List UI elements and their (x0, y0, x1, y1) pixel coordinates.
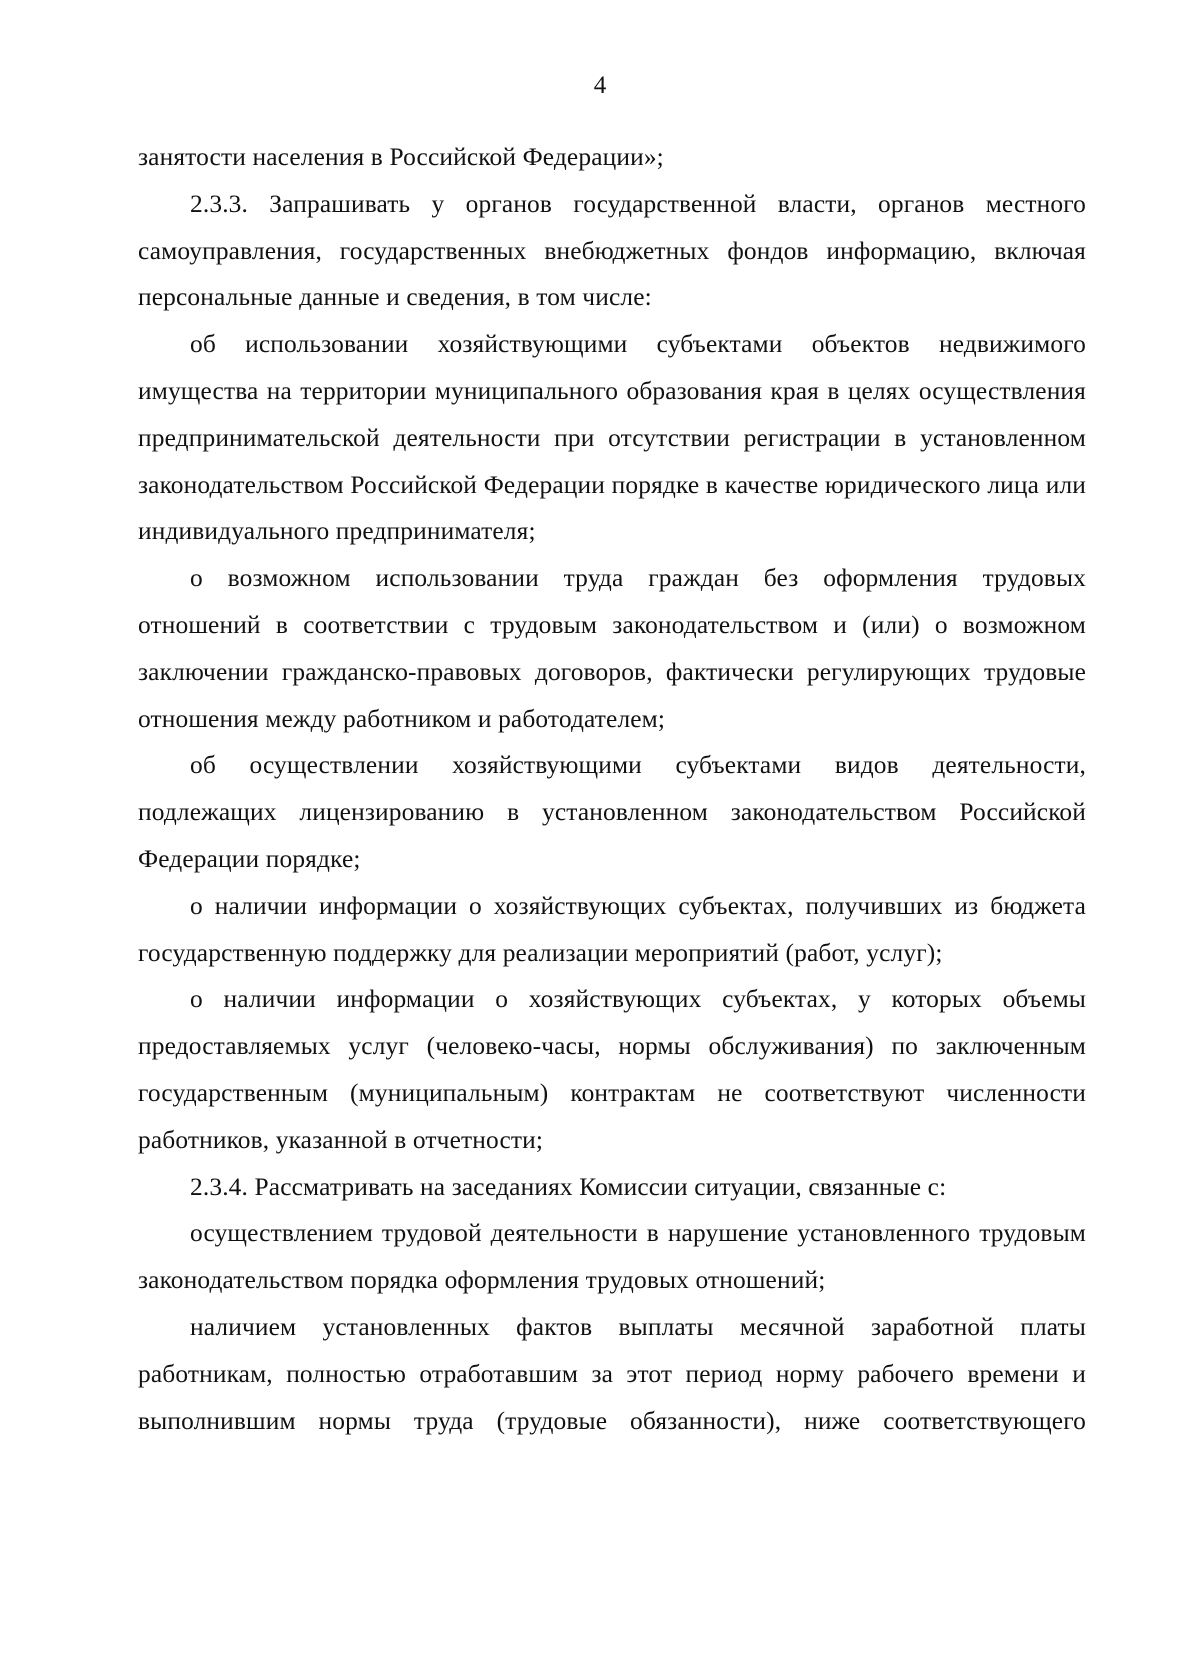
paragraph-clause-2-3-4: 2.3.4. Рассматривать на заседаниях Комиссии ситуации, связанные с: (190, 1172, 947, 1201)
paragraph-continuation: занятости населения в Российской Федерации»; (138, 143, 664, 171)
paragraph-clause-2-3-3: 2.3.3. Запрашивать у органов государственной власти, органов местного самоуправления, государственных внебюджетных фондов информацию, включая персональные данные и сведения, в том числе: (138, 189, 1086, 312)
paragraph-labor-violation: осуществлением трудовой деятельности в нарушение установленного трудовым законодательством порядка оформления трудовых отношений; (138, 1219, 1086, 1295)
paragraph-licensed-activities: об осуществлении хозяйствующими субъектами видов деятельности, подлежащих лицензированию в установленном законодательством Российской Федерации порядке; (138, 751, 1086, 873)
paragraph-real-estate-use: об использовании хозяйствующими субъектами объектов недвижимого имущества на территории муниципального образования края в целях осуществления предпринимательской деятельности при отсутствии регистрации в установленном законодательством Российской Федерации порядке в качестве юридического лица или индивидуального предпринимателя; (138, 330, 1086, 546)
paragraph-service-volumes: о наличии информации о хозяйствующих субъектах, у которых объемы предоставляемых услуг (человеко-часы, нормы обслуживания) по заключенным государственным (муниципальным) контрактам не соответствуют численности работников, указанной в отчетности; (138, 985, 1086, 1154)
paragraph-low-wages: наличием установленных фактов выплаты месячной заработной платы работникам, полностью отработавшим за этот период норму рабочего времени и выполнившим нормы труда (трудовые обязанности), ниже соответствующего (138, 1312, 1086, 1435)
paragraph-labor-without-contract: о возможном использовании труда граждан без оформления трудовых отношений в соответствии с трудовым законодательством и (или) о возможном заключении гражданско-правовых договоров, фактически регулирующих трудовые отношения между работником и работодателем; (138, 564, 1086, 733)
document-body (138, 134, 1086, 1444)
page-number: 4 (593, 72, 607, 99)
paragraph-state-support: о наличии информации о хозяйствующих субъектах, получивших из бюджета государственную поддержку для реализации мероприятий (работ, услуг); (138, 891, 1086, 967)
